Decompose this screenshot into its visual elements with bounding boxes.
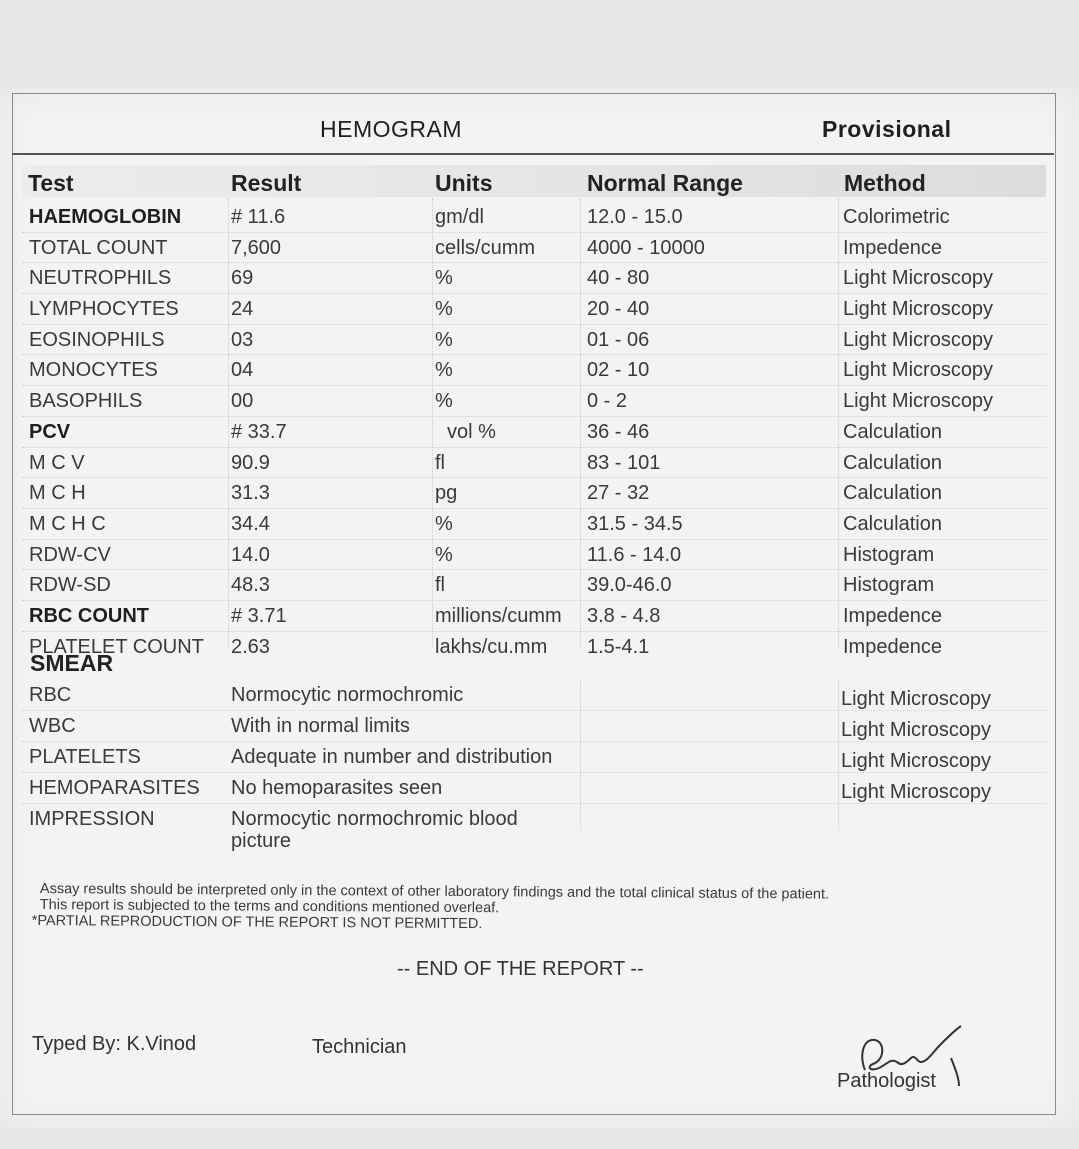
note-line: *PARTIAL REPRODUCTION OF THE REPORT IS NOT PERMITTED.: [31, 912, 483, 933]
test-units: pg: [435, 482, 458, 505]
smear-result: No hemoparasites seen: [231, 777, 443, 799]
test-range: 39.0-46.0: [587, 574, 672, 597]
test-units: fl: [435, 451, 445, 474]
test-name: TOTAL COUNT: [29, 236, 168, 259]
smear-method: Light Microscopy: [841, 750, 992, 772]
test-method: Histogram: [843, 574, 935, 597]
column-header-test: Test: [28, 170, 74, 196]
test-units: %: [435, 359, 453, 382]
smear-row: [22, 742, 1046, 773]
test-units: %: [435, 390, 453, 413]
table-row: [22, 601, 1046, 632]
test-name: PLATELET COUNT: [29, 635, 204, 658]
header-divider: [12, 153, 1054, 155]
technician-label: Technician: [312, 1036, 407, 1058]
test-method: Calculation: [843, 512, 942, 535]
table-row: [22, 417, 1046, 448]
test-method: Light Microscopy: [843, 298, 994, 321]
test-method: Calculation: [843, 482, 942, 505]
test-name: MONOCYTES: [29, 359, 158, 382]
smear-test: PLATELETS: [29, 746, 141, 768]
smear-row: [22, 804, 1046, 856]
test-name: M C H: [29, 482, 86, 505]
smear-row: [22, 680, 1046, 711]
table-row: [22, 448, 1046, 479]
test-name: RDW-CV: [29, 543, 111, 566]
test-name: M C V: [29, 451, 85, 474]
test-range: 1.5-4.1: [587, 635, 650, 658]
test-name: BASOPHILS: [29, 390, 143, 413]
smear-row: [22, 773, 1046, 804]
test-method: Colorimetric: [843, 206, 950, 228]
smear-heading: SMEAR: [30, 650, 114, 676]
test-range: 3.8 - 4.8: [587, 604, 661, 627]
smear-test: WBC: [29, 715, 76, 737]
report-notes: [32, 881, 829, 935]
smear-test: HEMOPARASITES: [29, 777, 200, 799]
test-name: NEUTROPHILS: [29, 267, 172, 290]
typed-by: Typed By: K.Vinod: [32, 1033, 197, 1055]
smear-test: IMPRESSION: [29, 808, 155, 830]
test-units: fl: [435, 574, 445, 597]
smear-row: [22, 711, 1046, 742]
test-range: 4000 - 10000: [587, 236, 705, 259]
test-units: vol %: [447, 420, 496, 443]
test-range: 36 - 46: [587, 420, 650, 443]
table-row: [22, 540, 1046, 571]
report-title: HEMOGRAM: [320, 116, 462, 142]
test-range: 27 - 32: [587, 482, 650, 505]
test-name: PCV: [29, 420, 71, 443]
table-row: [22, 202, 1046, 233]
test-result: 2.63: [231, 635, 270, 658]
test-range: 02 - 10: [587, 359, 650, 382]
test-method: Impedence: [843, 635, 942, 658]
test-result: 00: [231, 390, 254, 413]
test-units: gm/dl: [435, 206, 484, 228]
column-divider: [580, 198, 581, 648]
smear-method: Light Microscopy: [841, 781, 992, 803]
test-result: 24: [231, 298, 254, 321]
table-row: [22, 570, 1046, 601]
test-units: lakhs/cu.mm: [435, 635, 548, 658]
test-name: RBC COUNT: [29, 604, 149, 627]
report-paper: [0, 88, 1079, 1128]
column-header-units: Units: [435, 170, 493, 196]
table-row: [22, 233, 1046, 264]
test-result: 14.0: [231, 543, 270, 566]
test-result: 69: [231, 267, 254, 290]
test-range: 20 - 40: [587, 298, 650, 321]
smear-test: RBC: [29, 684, 72, 706]
smear-result: With in normal limits: [231, 715, 410, 737]
column-header-range: Normal Range: [587, 170, 743, 196]
test-result: 31.3: [231, 482, 270, 505]
end-of-report: -- END OF THE REPORT --: [397, 958, 644, 980]
test-units: millions/cumm: [435, 604, 562, 627]
test-method: Light Microscopy: [843, 267, 994, 290]
smear-result: Normocytic normochromic: [231, 684, 464, 706]
test-range: 83 - 101: [587, 451, 661, 474]
column-divider: [838, 198, 839, 648]
note-line: This report is subjected to the terms and conditions mentioned overleaf.: [39, 897, 500, 917]
test-name: RDW-SD: [29, 574, 111, 597]
test-units: %: [435, 512, 453, 535]
test-method: Histogram: [843, 543, 935, 566]
test-range: 40 - 80: [587, 267, 650, 290]
test-result: # 33.7: [231, 420, 287, 443]
smear-method: Light Microscopy: [841, 688, 992, 710]
test-method: Calculation: [843, 451, 942, 474]
test-units: cells/cumm: [435, 236, 536, 259]
test-units: %: [435, 298, 453, 321]
test-range: 31.5 - 34.5: [587, 512, 683, 535]
smear-result: Adequate in number and distribution: [231, 746, 553, 768]
test-method: Light Microscopy: [843, 390, 994, 413]
test-name: M C H C: [29, 512, 106, 535]
report-status: Provisional: [822, 116, 952, 142]
test-result: 34.4: [231, 512, 270, 535]
test-method: Light Microscopy: [843, 359, 994, 382]
column-divider: [838, 680, 839, 830]
test-method: Calculation: [843, 420, 942, 443]
test-result: 48.3: [231, 574, 270, 597]
column-header-result: Result: [231, 170, 302, 196]
test-method: Impedence: [843, 236, 942, 259]
column-divider: [228, 198, 229, 648]
test-name: EOSINOPHILS: [29, 328, 165, 351]
table-row: [22, 478, 1046, 509]
test-range: 0 - 2: [587, 390, 628, 413]
test-range: 12.0 - 15.0: [587, 206, 683, 228]
table-row: [22, 355, 1046, 386]
test-result: # 3.71: [231, 604, 287, 627]
smear-table: [22, 680, 1046, 856]
test-name: HAEMOGLOBIN: [29, 206, 182, 228]
smear-method: Light Microscopy: [841, 719, 992, 741]
column-divider: [580, 680, 581, 830]
table-row: [22, 509, 1046, 540]
test-units: %: [435, 543, 453, 566]
results-table: [22, 202, 1046, 661]
pathologist-label: Pathologist: [837, 1070, 936, 1092]
table-row: [22, 386, 1046, 417]
test-result: 7,600: [231, 236, 282, 259]
test-method: Light Microscopy: [843, 328, 994, 351]
smear-result: Normocytic normochromic blood picture: [231, 808, 518, 852]
table-row: [22, 263, 1046, 294]
test-range: 11.6 - 14.0: [587, 543, 682, 566]
test-units: %: [435, 328, 453, 351]
test-units: %: [435, 267, 453, 290]
table-row: [22, 325, 1046, 356]
test-method: Impedence: [843, 604, 942, 627]
table-row: [22, 632, 1046, 662]
test-range: 01 - 06: [587, 328, 650, 351]
test-result: # 11.6: [231, 206, 286, 228]
column-header-method: Method: [844, 170, 926, 196]
table-row: [22, 294, 1046, 325]
test-result: 90.9: [231, 451, 270, 474]
test-name: LYMPHOCYTES: [29, 298, 179, 321]
note-line: Assay results should be interpreted only in the context of other laboratory findings and the total clinical status of the patient.: [39, 881, 830, 903]
test-result: 04: [231, 359, 254, 382]
test-result: 03: [231, 328, 254, 351]
column-divider: [432, 198, 433, 648]
